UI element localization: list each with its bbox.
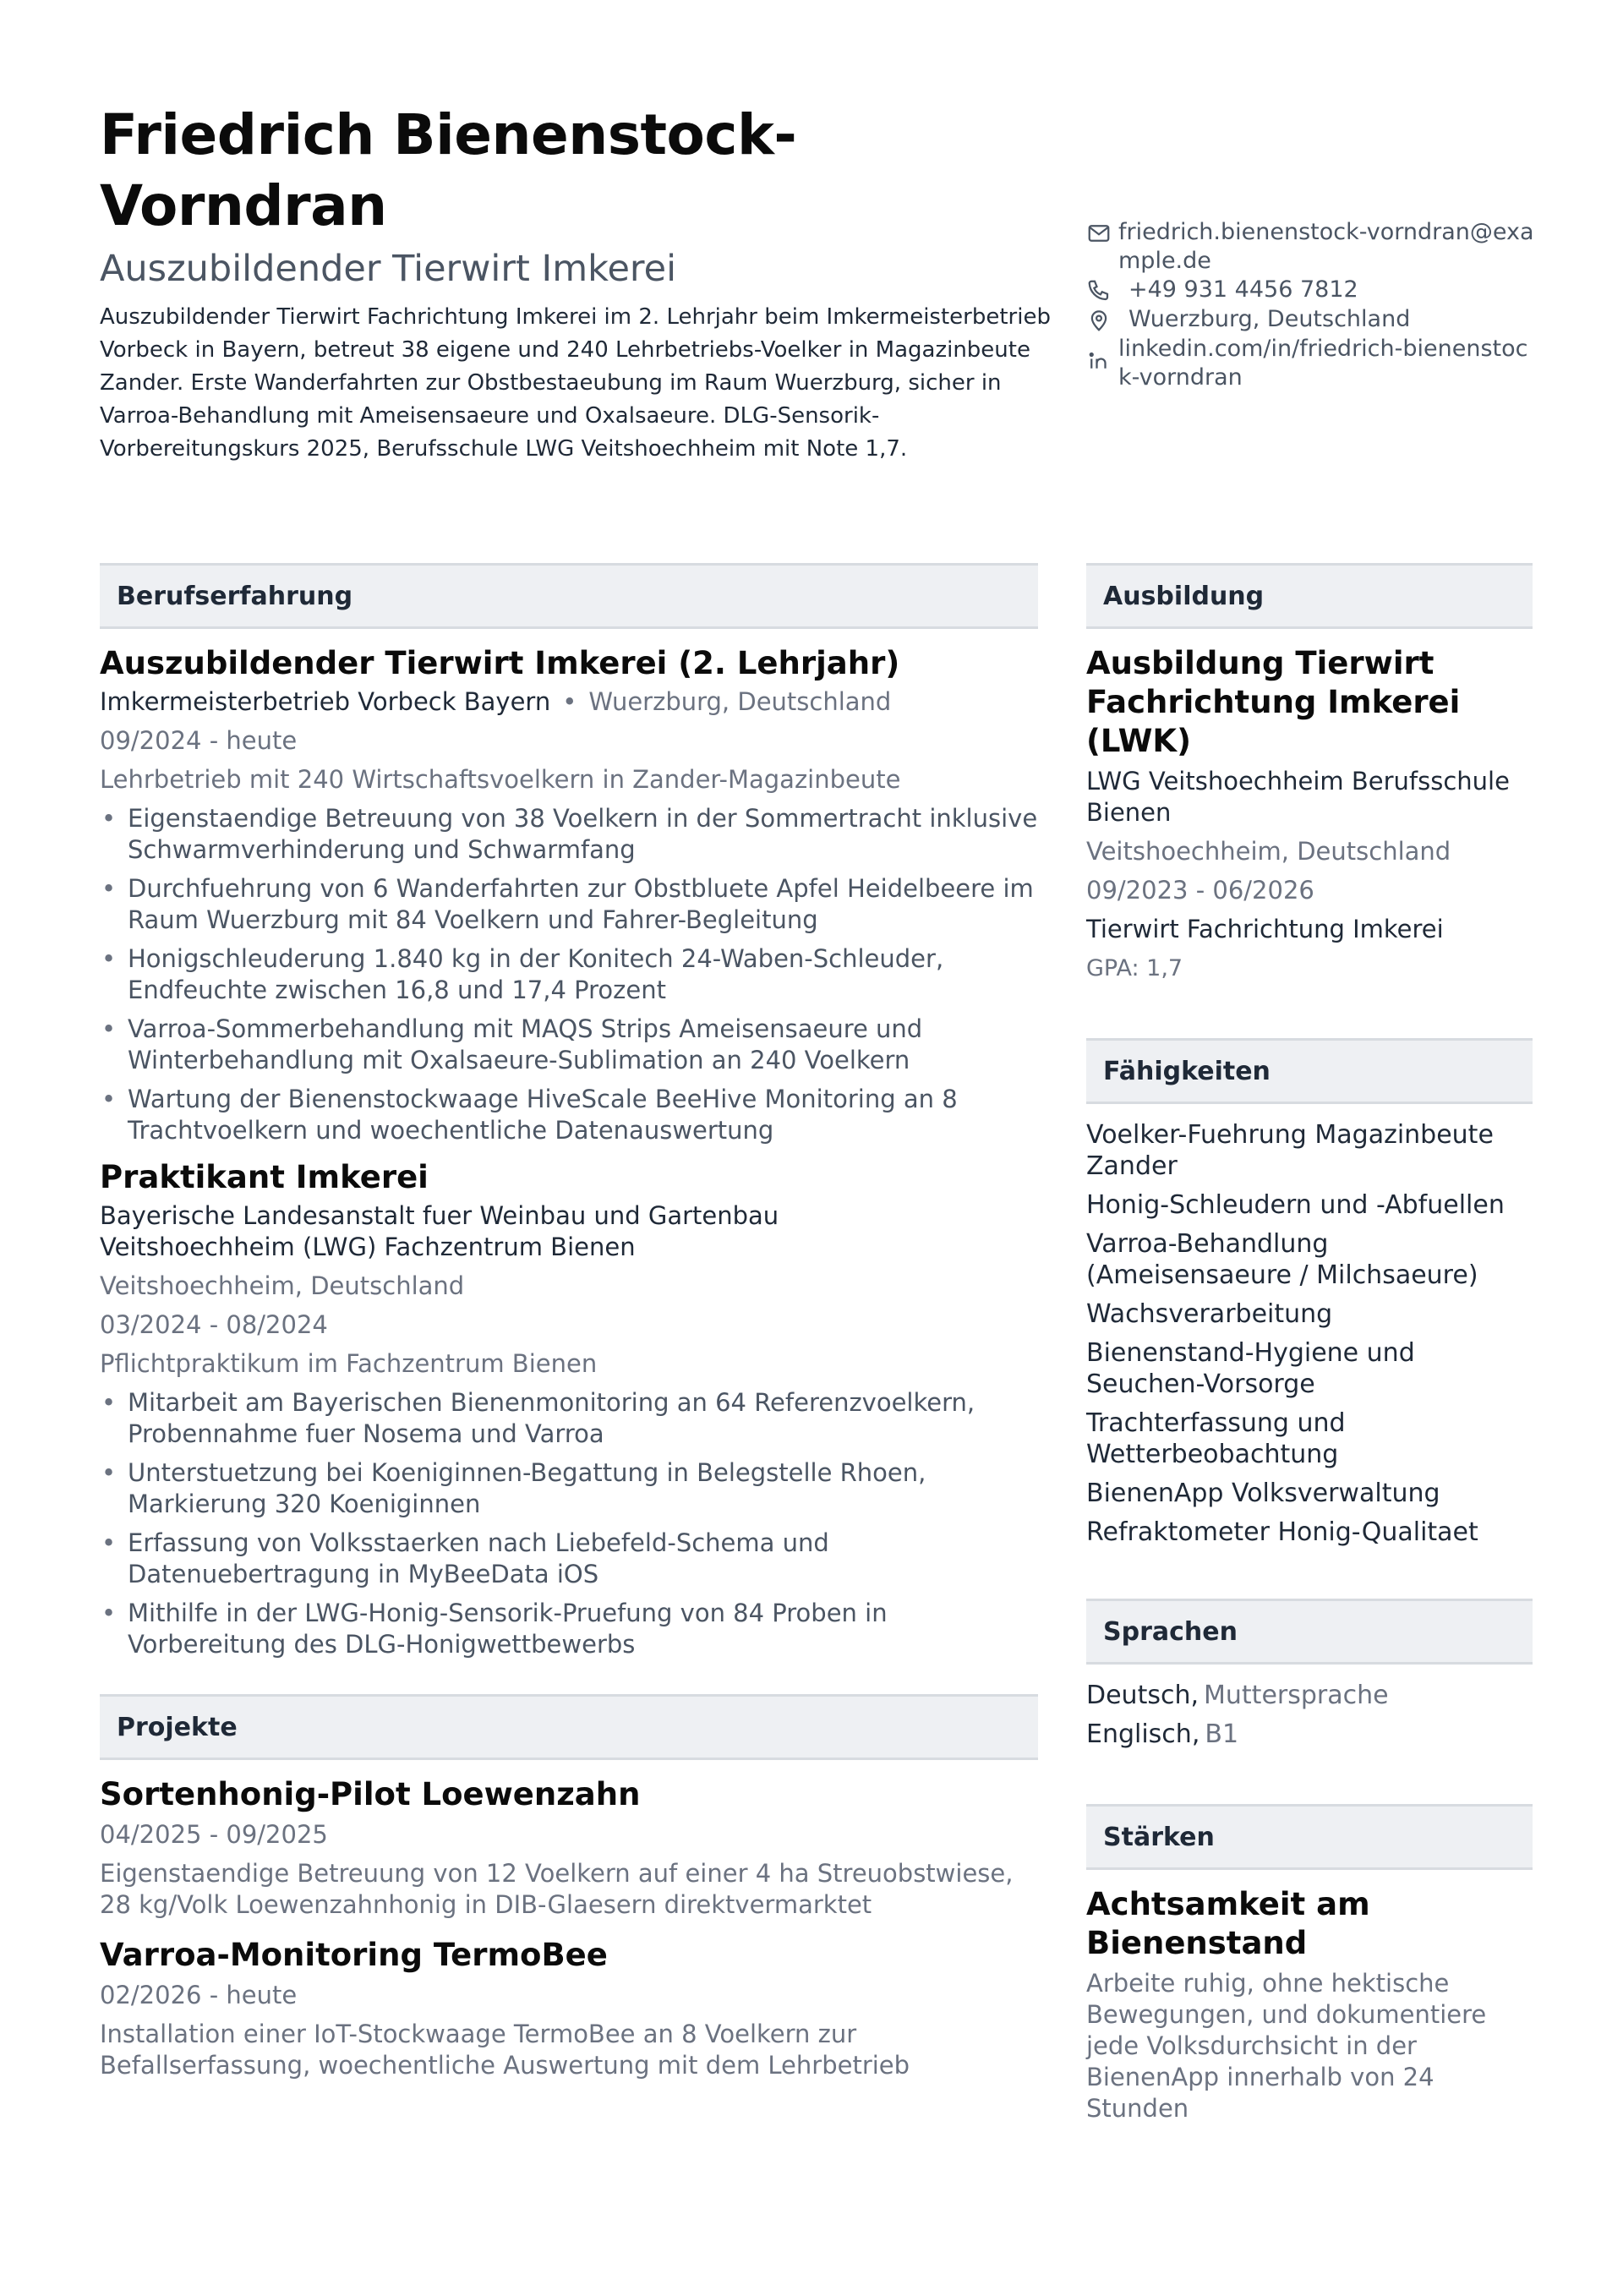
linkedin-text: linkedin.com/in/friedrich-bienenstock-vorndran <box>1118 336 1528 391</box>
section-skills-header: Fähigkeiten <box>1086 1038 1533 1104</box>
bullet-item: • Erfassung von Volksstaerken nach Liebefeld-Schema und Datenuebertragung in MyBeeData iOS <box>100 1528 1038 1590</box>
education-dates: 09/2023 - 06/2026 <box>1086 876 1314 905</box>
section-experience-header: Berufserfahrung <box>100 563 1038 629</box>
languages-list <box>1086 1680 1533 1750</box>
project-description: Installation einer IoT-Stockwaage TermoBee an 8 Voelkern zur Befallserfassung, woechentliche Auswertung mit dem Lehrbetrieb <box>100 2020 910 2080</box>
job-dates: 03/2024 - 08/2024 <box>100 1310 328 1339</box>
email-text: friedrich.bienenstock-vorndran@example.de <box>1118 219 1534 274</box>
linkedin-icon <box>1086 347 1118 375</box>
education-field: Tierwirt Fachrichtung Imkerei <box>1086 915 1444 943</box>
language-level: Muttersprache <box>1204 1681 1389 1710</box>
job-description: Lehrbetrieb mit 240 Wirtschaftsvoelkern in Zander-Magazinbeute <box>100 765 901 794</box>
contact-linkedin[interactable] <box>1086 335 1538 392</box>
bullet-item: • Varroa-Sommerbehandlung mit MAQS Strips Ameisensaeure und Winterbehandlung mit Oxalsaeure-Sublimation an 240 Voelkern <box>100 1014 1038 1076</box>
separator-dot: • <box>562 687 577 716</box>
phone-icon <box>1086 276 1118 305</box>
job-org: Bayerische Landesanstalt fuer Weinbau und Gartenbau Veitshoechheim (LWG) Fachzentrum Bienen <box>100 1201 779 1261</box>
job-org-line <box>100 686 1038 718</box>
project-title: Varroa-Monitoring TermoBee <box>100 1937 608 1973</box>
contact-phone[interactable] <box>1086 276 1538 305</box>
experience-entry <box>100 644 1038 1146</box>
bullet-item: • Durchfuehrung von 6 Wanderfahrten zur Obstbluete Apfel Heidelbeere im Raum Wuerzburg mit 84 Voelkern und Fahrer-Begleitung <box>100 873 1038 936</box>
candidate-headline: Auszubildender Tierwirt Imkerei <box>100 248 677 290</box>
project-dates: 02/2026 - heute <box>100 1981 298 2009</box>
bullet-item: • Mitarbeit am Bayerischen Bienenmonitoring an 64 Referenzvoelkern, Probennahme fuer Nosema und Varroa <box>100 1387 1038 1450</box>
main-column <box>100 563 1038 2081</box>
section-languages-header: Sprachen <box>1086 1599 1533 1665</box>
skill-item: Varroa-Behandlung (Ameisensaeure / Milchsaeure) <box>1086 1229 1478 1290</box>
bullet-item: • Eigenstaendige Betreuung von 38 Voelkern in der Sommertracht inklusive Schwarmverhinderung und Schwarmfang <box>100 803 1038 866</box>
language-item <box>1086 1680 1533 1711</box>
section-education-header: Ausbildung <box>1086 563 1533 629</box>
skills-list <box>1086 1119 1533 1548</box>
strength-description: Arbeite ruhig, ohne hektische Bewegungen, und dokumentiere jede Volksdurchsicht in der BienenApp innerhalb von 24 Stunden <box>1086 1969 1487 2123</box>
job-dates: 09/2024 - heute <box>100 726 298 755</box>
skill-item: Bienenstand-Hygiene und Seuchen-Vorsorge <box>1086 1338 1415 1399</box>
job-title: Auszubildender Tierwirt Imkerei (2. Lehrjahr) <box>100 645 900 681</box>
language-name: Englisch, <box>1086 1719 1200 1749</box>
strength-title: Achtsamkeit am Bienenstand <box>1086 1886 1370 1961</box>
job-location: Veitshoechheim, Deutschland <box>100 1271 465 1300</box>
education-entry <box>1086 644 1533 984</box>
location-text: Wuerzburg, Deutschland <box>1128 306 1411 332</box>
school-name: LWG Veitshoechheim Berufsschule Bienen <box>1086 767 1510 827</box>
language-level: B1 <box>1205 1719 1239 1749</box>
degree-title: Ausbildung Tierwirt Fachrichtung Imkerei (LWK) <box>1086 645 1461 759</box>
skill-item: Wachsverarbeitung <box>1086 1299 1333 1329</box>
location-pin-icon <box>1086 306 1118 335</box>
project-description: Eigenstaendige Betreuung von 12 Voelkern auf einer 4 ha Streuobstwiese, 28 kg/Volk Loewenzahnhonig in DIB-Glaesern direktvermarktet <box>100 1859 1014 1919</box>
bullet-item: • Honigschleuderung 1.840 kg in der Konitech 24-Waben-Schleuder, Endfeuchte zwischen 16,8 und 17,4 Prozent <box>100 943 1038 1006</box>
phone-text: +49 931 4456 7812 <box>1128 276 1358 303</box>
project-entry <box>100 1775 1038 1921</box>
job-location: Wuerzburg, Deutschland <box>588 687 892 716</box>
language-name: Deutsch, <box>1086 1681 1199 1710</box>
job-description: Pflichtpraktikum im Fachzentrum Bienen <box>100 1349 598 1378</box>
experience-entry <box>100 1158 1038 1660</box>
candidate-name: Friedrich Bienenstock-Vorndran <box>100 102 797 238</box>
project-dates: 04/2025 - 09/2025 <box>100 1820 328 1849</box>
skill-item: Trachterfassung und Wetterbeobachtung <box>1086 1408 1346 1469</box>
skill-item: Voelker-Fuehrung Magazinbeute Zander <box>1086 1120 1494 1181</box>
contact-block <box>1086 218 1538 392</box>
skill-item: BienenApp Volksverwaltung <box>1086 1479 1440 1508</box>
job-bullets <box>100 1387 1038 1660</box>
bullet-item: • Wartung der Bienenstockwaage HiveScale BeeHive Monitoring an 8 Trachtvoelkern und woechentliche Datenauswertung <box>100 1084 1038 1146</box>
contact-location <box>1086 305 1538 335</box>
section-strengths-header: Stärken <box>1086 1804 1533 1870</box>
strength-entry <box>1086 1885 1533 2124</box>
job-org: Imkermeisterbetrieb Vorbeck Bayern <box>100 687 551 716</box>
project-entry <box>100 1936 1038 2081</box>
contact-email[interactable] <box>1086 218 1538 276</box>
job-bullets <box>100 803 1038 1146</box>
project-title: Sortenhonig-Pilot Loewenzahn <box>100 1776 641 1812</box>
mail-icon <box>1086 219 1118 248</box>
summary-text: Auszubildender Tierwirt Fachrichtung Imkerei im 2. Lehrjahr beim Imkermeisterbetrieb Vorbeck in Bayern, betreut 38 eigene und 240 Lehrbetriebs-Voelker in Magazinbeute Zander. Erste Wanderfahrten zur Obstbestaeubung im Raum Wuerzburg, sicher in Varroa-Behandlung mit Ameisensaeure und Oxalsaeure. DLG-Sensorik-Vorbereitungskurs 2025, Berufsschule LWG Veitshoechheim mit Note 1,7. <box>100 304 1051 462</box>
language-item <box>1086 1719 1533 1750</box>
bullet-item: • Mithilfe in der LWG-Honig-Sensorik-Pruefung von 84 Proben in Vorbereitung des DLG-Honigwettbewerbs <box>100 1598 1038 1660</box>
education-gpa: GPA: 1,7 <box>1086 955 1183 981</box>
section-projects-header: Projekte <box>100 1694 1038 1760</box>
sidebar-column <box>1086 563 1533 2124</box>
resume-header <box>100 100 1059 466</box>
school-location: Veitshoechheim, Deutschland <box>1086 837 1451 866</box>
skill-item: Refraktometer Honig-Qualitaet <box>1086 1517 1478 1547</box>
skill-item: Honig-Schleudern und -Abfuellen <box>1086 1190 1505 1220</box>
bullet-item: • Unterstuetzung bei Koeniginnen-Begattung in Belegstelle Rhoen, Markierung 320 Koeniginnen <box>100 1457 1038 1520</box>
job-title: Praktikant Imkerei <box>100 1159 429 1195</box>
